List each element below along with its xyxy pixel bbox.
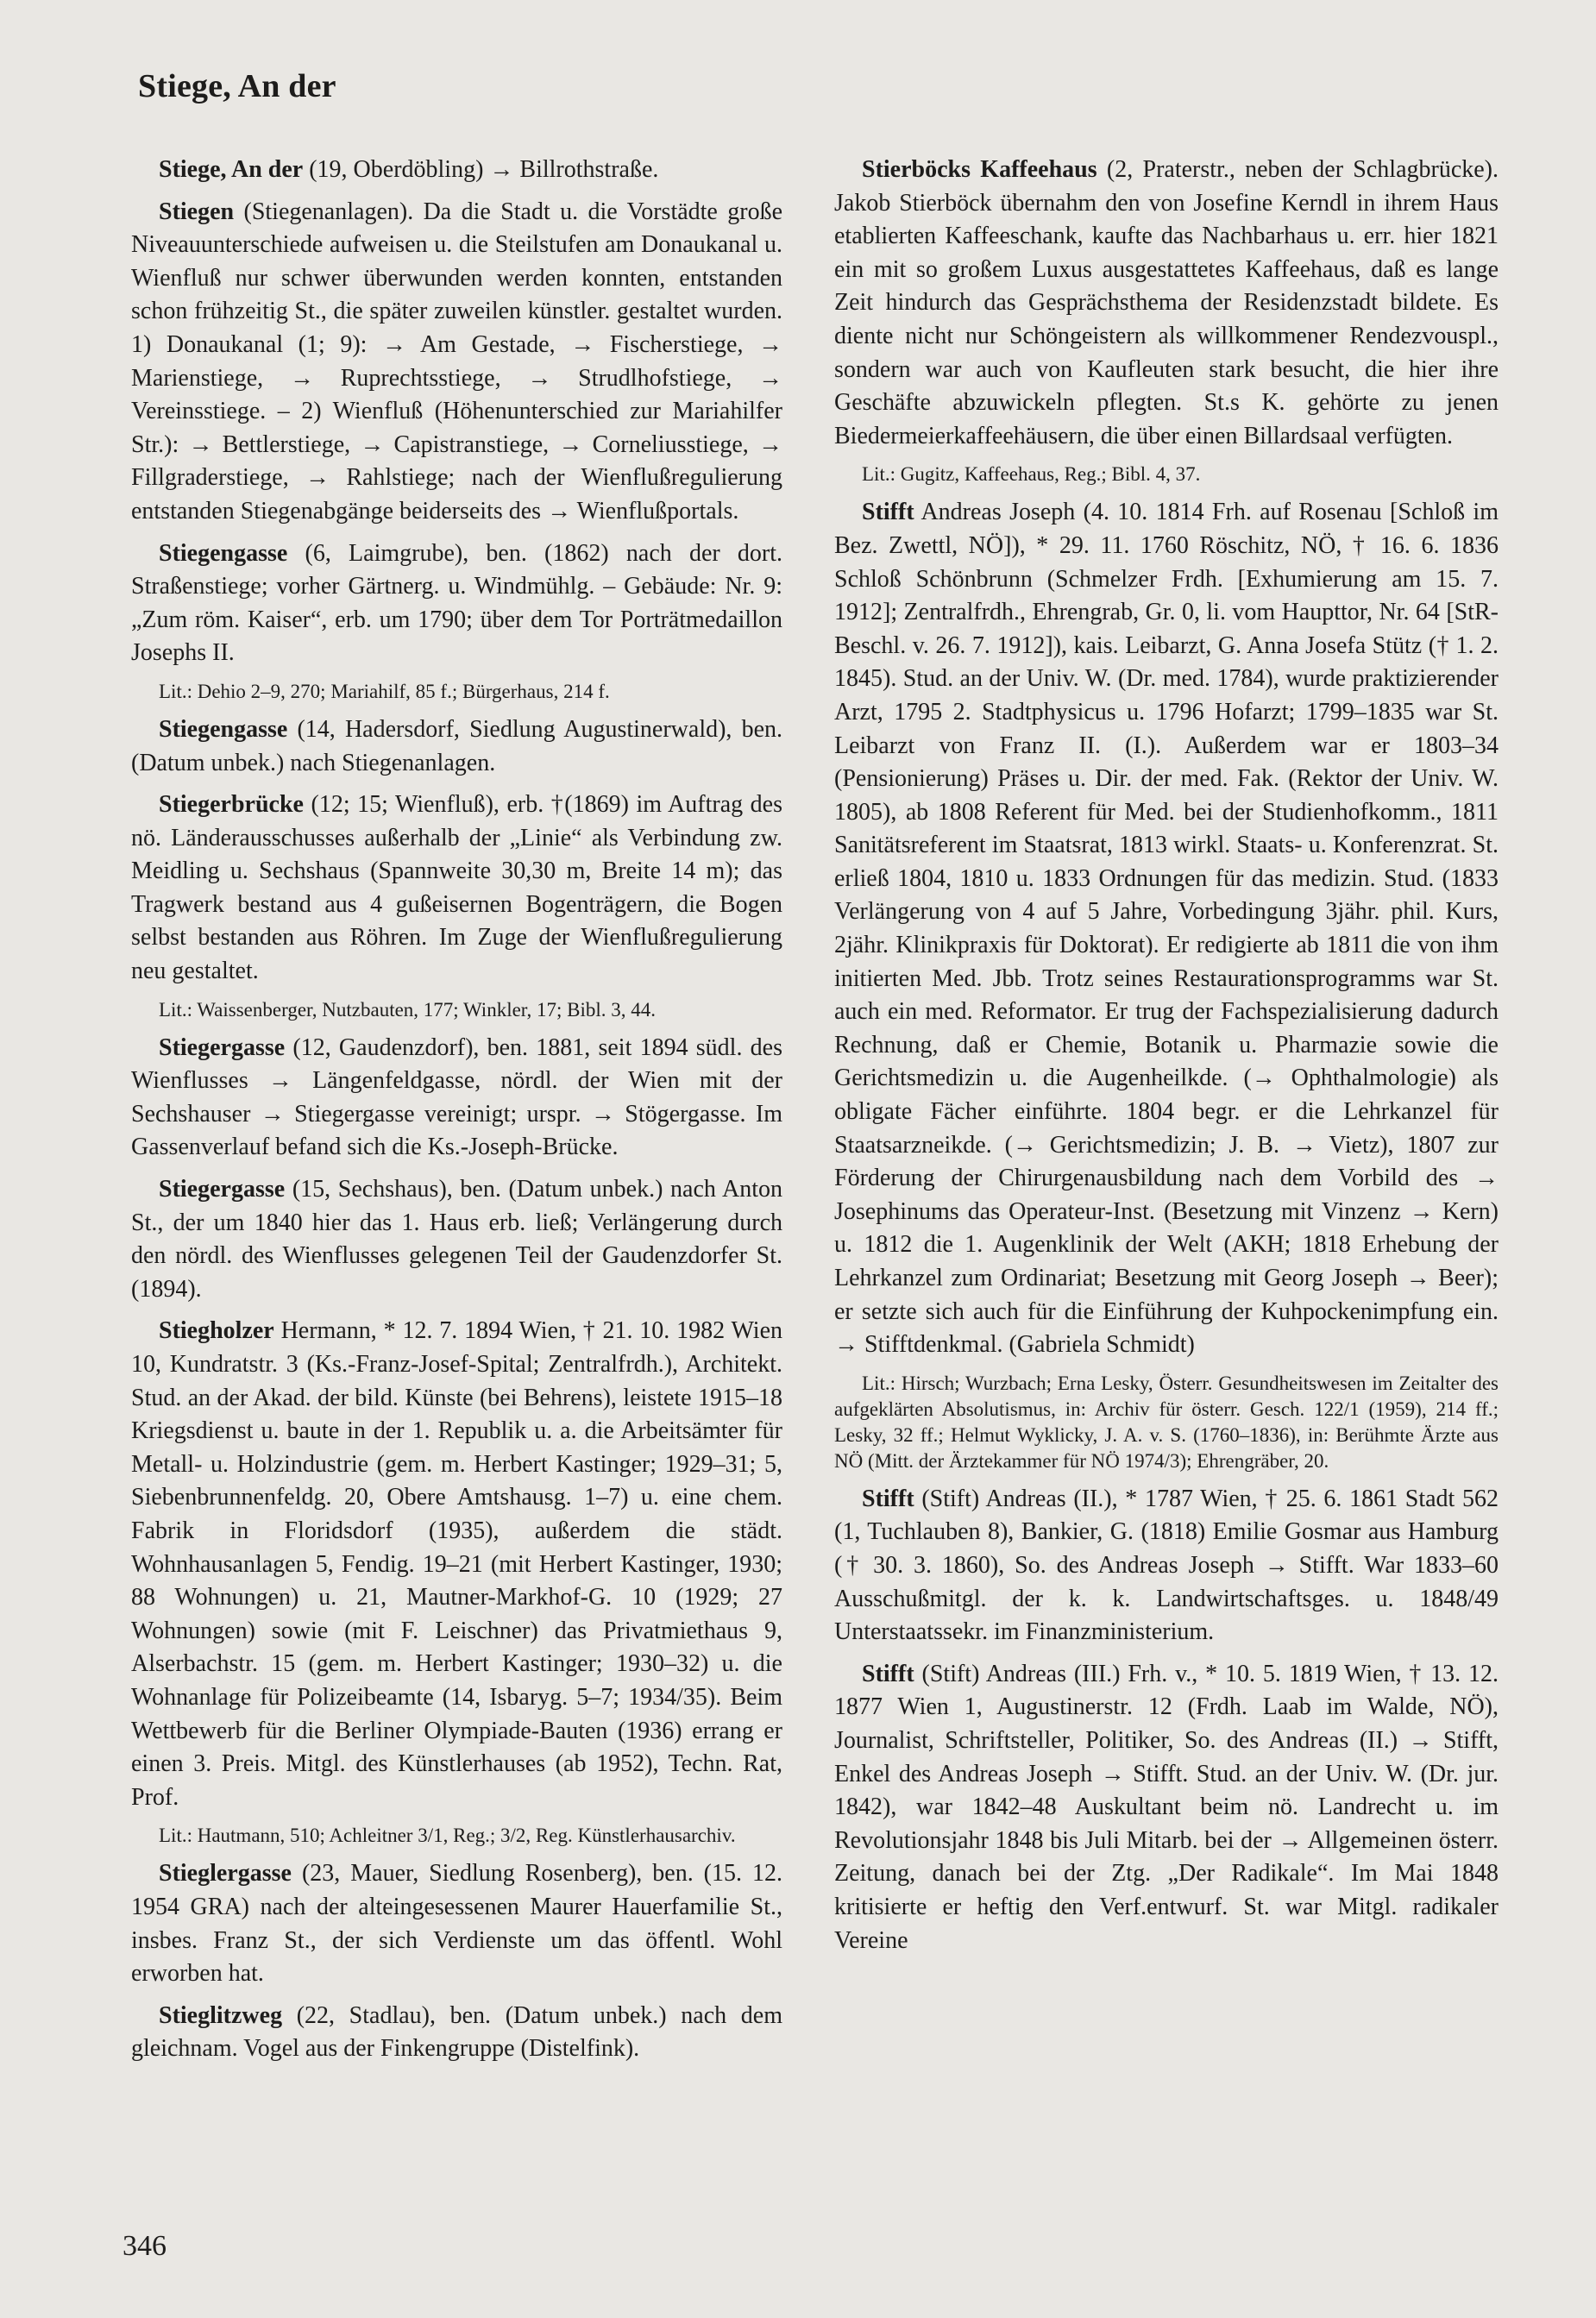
entry-text: (15, Sechshaus), ben. (Datum unbek.) nach Anton St., der um 1840 hier das 1. Haus erb. ließ; Verlängerung durch den nördl. des Wienflusses gelegenen Teil der Gaudenzdorfer St. (1894).: [131, 1176, 782, 1303]
entry-headword: Stiege, An der: [159, 156, 304, 183]
entry-text: (22, Stadlau), ben. (Datum unbek.) nach dem gleichnam. Vogel aus der Finkengruppe (Distelfink).: [131, 2001, 782, 2063]
lexicon-entry: [834, 1483, 1499, 1649]
entry-text: (Stiegenanlagen). Da die Stadt u. die Vorstädte große Niveauunterschiede aufweisen u. die Steilstufen am Donaukanal u. Wienfluß nur schwer überwunden werden konnten, entstanden schon frühzeitig St., die später zuweilen künstler. gestaltet wurden. 1) Donaukanal (1; 9): → Am Gestade, → Fischerstiege, → Marienstiege, → Ruprechtsstiege, → Strudlhofstiege, → Vereinsstiege. – 2) Wienfluß (Höhenunterschied zur Mariahilfer Str.): → Bettlerstiege, → Capistranstiege, → Corneliusstiege, → Fillgraderstiege, → Rahlstiege; nach der Wienflußregulierung entstanden Stiegenabgänge beiderseits des → Wienflußportals.: [131, 198, 782, 525]
running-head: Stiege, An der: [138, 68, 336, 104]
entry-headword: Stiegengasse: [159, 539, 288, 567]
lexicon-entry: [131, 1857, 782, 1990]
entry-text: (14, Hadersdorf, Siedlung Augustinerwald), ben. (Datum unbek.) nach Stiegenanlagen.: [131, 715, 782, 776]
entry-text: (23, Mauer, Siedlung Rosenberg), ben. (15. 12. 1954 GRA) nach der alteingesessenen Maurer Hauerfamilie St., insbes. Franz St., der sich Verdienste um das öffentl. Wohl erworben hat.: [131, 1860, 782, 1988]
entry-headword: Stiegengasse: [159, 715, 288, 743]
lexicon-entry: [131, 788, 782, 989]
entry-headword: Stifft: [862, 499, 914, 526]
entry-text: (12, Gaudenzdorf), ben. 1881, seit 1894 südl. des Wienflusses → Längenfeldgasse, nördl. der Wien mit der Sechshauser → Stiegergasse vereinigt; urspr. → Stögergasse. Im Gassenverlauf befand sich die Ks.-Joseph-Brücke.: [131, 1033, 782, 1161]
lexicon-entry: [131, 2000, 782, 2066]
entry-text: (6, Laimgrube), ben. (1862) nach der dort. Straßenstiege; vorher Gärtnerg. u. Windmühlg. – Gebäude: Nr. 9: „Zum röm. Kaiser“, erb. um 1790; über dem Tor Porträtmedaillon Josephs II.: [131, 539, 782, 667]
lexicon-entry: [834, 496, 1499, 1361]
entry-headword: Stiegerbrücke: [159, 791, 304, 819]
literature-reference: Lit.: Hautmann, 510; Achleitner 3/1, Reg.; 3/2, Reg. Künstlerhausarchiv.: [159, 1825, 736, 1847]
page-number: 346: [123, 2230, 167, 2262]
entry-headword: Stiegergasse: [159, 1033, 286, 1061]
entry-text: (2, Praterstr., neben der Schlagbrücke). Jakob Stierböck übernahm den von Josefine Kerndl in ihrem Haus etablierten Kaffeeschank, kaufte das Nachbarhaus u. err. hier 1821 ein mit so großem Luxus ausgestattetes Kaffeehaus, daß es lange Zeit hindurch das Gesprächsthema der Residenzstadt bildete. Es diente nicht nur Schöngeistern als willkommener Rendezvouspl., sondern war auch von Kaufleuten stark besucht, die hier ihre Geschäfte abzuwickeln pflegten. St.s K. gehörte zu jenen Biedermeierkaffeehäusern, die über einen Billardsaal verfügten.: [834, 156, 1499, 449]
lexicon-entry: [131, 1315, 782, 1814]
lexicon-entry: [131, 1032, 782, 1165]
lexicon-entry: [131, 1173, 782, 1306]
entry-text: (19, Oberdöbling) → Billrothstraße.: [303, 156, 659, 183]
lexicon-entry: [131, 713, 782, 780]
entry-headword: Stiegholzer: [159, 1317, 274, 1345]
entry-text: (Stift) Andreas (III.) Frh. v., * 10. 5. 1819 Wien, † 13. 12. 1877 Wien 1, Augustinerstr. 12 (Frdh. Laab im Walde, NÖ), Journalist, Schriftsteller, Politiker, So. des Andreas (II.) → Stifft, Enkel des Andreas Joseph → Stifft. Stud. an der Univ. W. (Dr. jur. 1842), war 1842–48 Auskultant beim nö. Landrecht u. im Revolutionsjahr 1848 bis Juli Mitarb. bei der → Allgemeinen österr. Zeitung, danach bei der Ztg. „Der Radikale“. Im Mai 1848 kritisierte er heftig den Verf.entwurf. St. war Mitgl. radikaler Vereine: [834, 1660, 1499, 1954]
literature-reference: Lit.: Waissenberger, Nutzbauten, 177; Winkler, 17; Bibl. 3, 44.: [159, 998, 657, 1021]
right-column: [834, 154, 1499, 1966]
lexicon-entry: [131, 537, 782, 670]
left-column: [131, 154, 782, 2075]
entry-headword: Stiegen: [159, 198, 235, 225]
lexicon-entry: [834, 154, 1499, 453]
entry-headword: Stieglergasse: [159, 1860, 292, 1888]
lexicon-entry: [131, 196, 782, 529]
entry-text: (Stift) Andreas (II.), * 1787 Wien, † 25. 6. 1861 Stadt 562 (1, Tuchlauben 8), Bankier, G. (1818) Emilie Gosmar aus Hamburg († 30. 3. 1860), So. des Andreas Joseph → Stifft. War 1833–60 Ausschußmitgl. der k. k. Landwirtschaftsges. u. 1848/49 Unterstaatssekr. im Finanzministerium.: [834, 1485, 1499, 1646]
literature-reference: Lit.: Gugitz, Kaffeehaus, Reg.; Bibl. 4, 37.: [862, 463, 1201, 486]
entry-headword: Stifft: [862, 1660, 914, 1687]
entry-text: Andreas Joseph (4. 10. 1814 Frh. auf Rosenau [Schloß im Bez. Zwettl, NÖ]), * 29. 11. 1760 Röschitz, NÖ, † 16. 6. 1836 Schloß Schönbrunn (Schmelzer Frdh. [Exhumierung am 15. 7. 1912]; Zentralfrdh., Ehrengrab, Gr. 0, li. vom Haupttor, Nr. 64 [StR-Beschl. v. 26. 7. 1912]), kais. Leibarzt, G. Anna Josefa Stütz († 1. 2. 1845). Stud. an der Univ. W. (Dr. med. 1784), wurde praktizierender Arzt, 1795 2. Stadtphysicus u. 1796 Hofarzt; 1799–1835 war St. Leibarzt von Franz II. (I.). Außerdem war er 1803–34 (Pensionierung) Präses u. Dir. der med. Fak. (Rektor der Univ. W. 1805), ab 1808 Referent für Med. bei der Studienhofkomm., 1811 Sanitätsreferent im Staatsrat, 1813 wirkl. Staats- u. Konferenzrat. St. erließ 1804, 1810 u. 1833 Ordnungen für das medizin. Stud. (1833 Verlängerung von 4 auf 5 Jahre, Vorbedingung 3jähr. phil. Kurs, 2jähr. Klinikpraxis für Doktorat). Er redigierte ab 1811 die von ihm initierten Med. Jbb. Trotz seines Restaurationsprogramms war St. auch ein med. Reformator. Er trug der Fachspezialisierung dadurch Rechnung, daß er Chemie, Botanik u. Pharmazie sowie die Gerichtsmedizin u. die Augenheilkde. (→ Ophthalmologie) als obligate Fächer einführte. 1804 begr. er die Lehrkanzel für Staatsarzneikde. (→ Gerichtsmedizin; J. B. → Vietz), 1807 zur Förderung der Chirurgenausbildung nach dem Vorbild des → Josephinums das Operateur-Inst. (Besetzung mit Vinzenz → Kern) u. 1812 die 1. Augenklinik der Welt (AKH; 1818 Erhebung der Lehrkanzel zum Ordinariat; Besetzung mit Georg Joseph → Beer); er setzte sich auch für die Einführung der Kuhpockenimpfung ein. → Stifftdenkmal. (Gabriela Schmidt): [834, 499, 1499, 1359]
lexicon-entry: [131, 154, 782, 187]
entry-headword: Stieglitzweg: [159, 2001, 283, 2029]
entry-headword: Stifft: [862, 1485, 914, 1512]
literature-reference: Lit.: Hirsch; Wurzbach; Erna Lesky, Österr. Gesundheitswesen im Zeitalter des aufgeklärten Absolutismus, in: Archiv für österr. Gesch. 122/1 (1959), 214 ff.; Lesky, 32 ff.; Helmut Wyklicky, J. A. v. S. (1760–1836), in: Berühmte Ärzte aus NÖ (Mitt. der Ärztekammer für NÖ 1974/3); Ehrengräber, 20.: [834, 1372, 1499, 1472]
entry-text: (12; 15; Wienfluß), erb. †(1869) im Auftrag des nö. Länderausschusses außerhalb der „Linie“ als Verbindung zw. Meidling u. Sechshaus (Spannweite 30,30 m, Breite 14 m); das Tragwerk bestand aus 4 gußeisernen Bogenträgern, die Bogen selbst bestanden aus Röhren. Im Zuge der Wienflußregulierung neu gestaltet.: [131, 791, 782, 985]
entry-text: Hermann, * 12. 7. 1894 Wien, † 21. 10. 1982 Wien 10, Kundratstr. 3 (Ks.-Franz-Josef-Spital; Zentralfrdh.), Architekt. Stud. an der Akad. der bild. Künste (bei Behrens), leistete 1915–18 Kriegsdienst u. baute in der 1. Republik u. a. die Arbeitsämter für Metall- u. Holzindustrie (gem. m. Herbert Kastinger; 1929–31; 5, Siebenbrunnenfeldg. 20, Obere Amtshausg. 1–7) u. eine chem. Fabrik in Floridsdorf (1935), außerdem die städt. Wohnhausanlagen 5, Fendig. 19–21 (mit Herbert Kastinger, 1930; 88 Wohnungen) u. 21, Mautner-Markhof-G. 10 (1929; 27 Wohnungen) sowie (mit F. Leischner) das Privatmiethaus 9, Alserbachstr. 15 (gem. m. Herbert Kastinger; 1930–32) u. die Wohnanlage für Polizeibeamte (14, Isbaryg. 5–7; 1934/35). Beim Wettbewerb für die Berliner Olympiade-Bauten (1936) errang er einen 3. Preis. Mitgl. des Künstlerhauses (ab 1952), Techn. Rat, Prof.: [131, 1317, 782, 1811]
lexicon-entry: [834, 1658, 1499, 1957]
entry-headword: Stierböcks Kaffeehaus: [862, 156, 1097, 183]
entry-headword: Stiegergasse: [159, 1176, 286, 1203]
literature-reference: Lit.: Dehio 2–9, 270; Mariahilf, 85 f.; Bürgerhaus, 214 f.: [159, 680, 610, 702]
